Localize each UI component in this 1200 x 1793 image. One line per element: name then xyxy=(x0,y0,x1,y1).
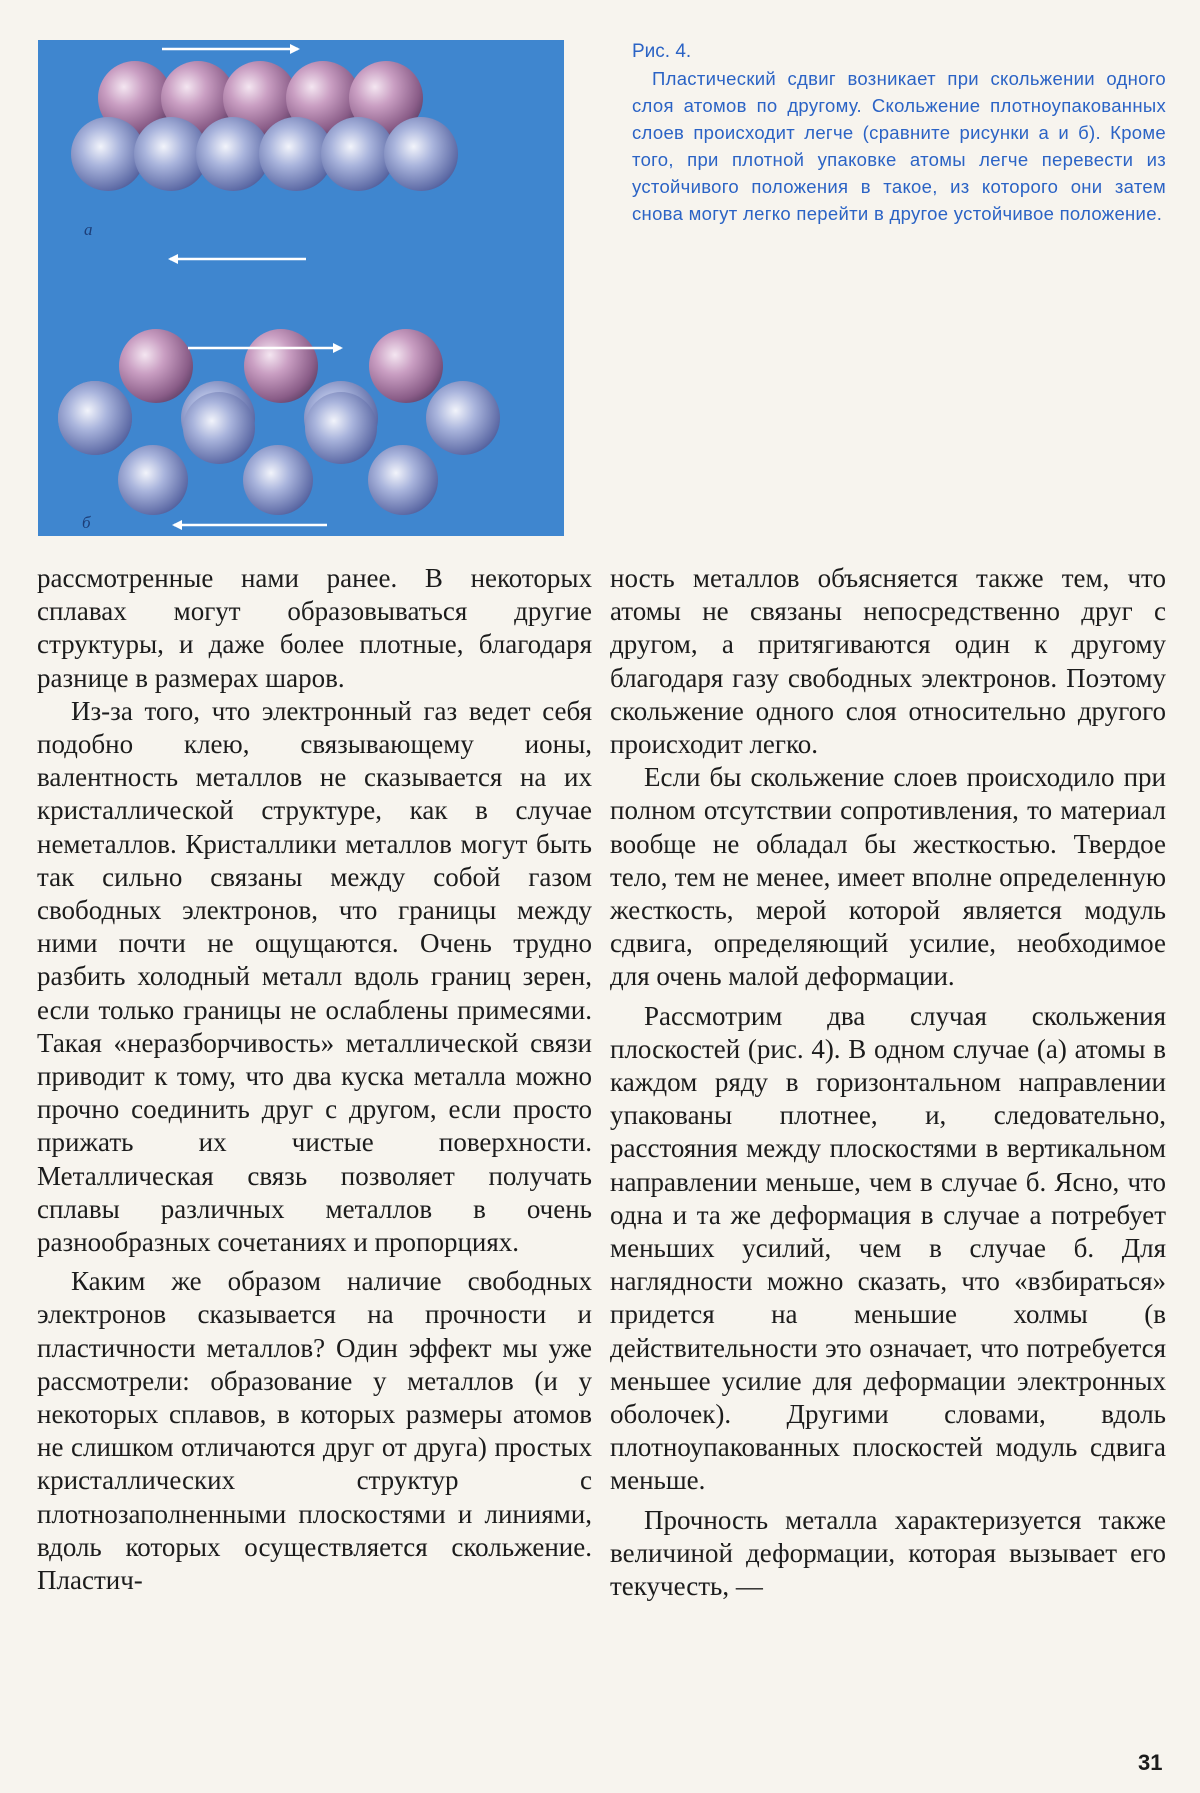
upper-row-atom xyxy=(369,329,443,403)
lower-row-atom xyxy=(426,381,500,455)
upper-row-atom xyxy=(244,329,318,403)
left-column xyxy=(37,562,592,1597)
arrowhead-left-icon xyxy=(172,520,182,530)
paragraph: Если бы скольжение слоев происходило при полном отсутствии сопротивления, то материал вообще не обладал бы жесткостью. Твердое тело, тем не менее, имеет вполне определенную жесткость, мерой которой является модуль сдвига, определяющий усилие, необходимое для очень малой деформации. xyxy=(610,762,1166,992)
lower-row-atom xyxy=(71,117,145,191)
lower-row-atom xyxy=(368,445,438,515)
paragraph: Рассмотрим два случая скольжения плоскостей (рис. 4). В одном случае (а) атомы в каждом ряду в горизонтальном направлении упакованы плотнее, и, следовательно, расстояния между плоскостями в вертикальном направлении меньше, чем в случае б. Ясно, что одна и та же деформация в случае а потребует меньших усилий, чем в случае б. Для наглядности можно сказать, что «взбираться» придется на меньшие холмы (в действительности это означает, что потребуется меньшее усилие для деформации электронных оболочек). Другими словами, вдоль плотноупакованных плоскостей модуль сдвига меньше. xyxy=(610,1000,1166,1496)
page-number: 31 xyxy=(1138,1750,1163,1775)
panel-b-atoms xyxy=(58,329,500,515)
lower-row-atom xyxy=(196,117,270,191)
lower-row-atom xyxy=(183,392,255,464)
arrowhead-right-icon xyxy=(333,343,343,353)
paragraph: рассмотренные нами ранее. В некоторых сплавах могут образовываться другие структуры, и даже более плотные, благодаря разнице в размерах шаров. xyxy=(37,563,592,693)
figure-caption-text: Пластический сдвиг возникает при скольжении одного слоя атомов по другому. Скольжение плотноупакованных слоев происходит легче (сравните рисунки а и б). Кроме того, при плотной упаковке атомы легче перевести из устойчивого положения в такое, из которого они затем снова могут легко перейти в другое устойчивое положение. xyxy=(632,68,1166,224)
upper-row-atom xyxy=(119,329,193,403)
figure-number: Рис. 4. xyxy=(632,41,692,62)
lower-row-atom xyxy=(384,117,458,191)
arrowhead-right-icon xyxy=(290,44,300,54)
paragraph: Из-за того, что электронный газ ведет себя подобно клею, связывающему ионы, валентность металлов не сказывается на их кристаллической структуре, как в случае неметаллов. Кристаллики металлов могут быть так сильно связаны между собой газом свободных электронов, что границы между ними почти не ощущаются. Очень трудно разбить холодный металл вдоль границ зерен, если только границы не ослаблены примесями. Такая «неразборчивость» металлической связи приводит к тому, что два куска металла можно прочно соединить друг с другом, если просто прижать их чистые поверхности. Металлическая связь позволяет получать сплавы различных металлов в очень разнообразных сочетаниях и пропорциях. xyxy=(37,695,592,1258)
right-column xyxy=(610,562,1166,1603)
atom-layers-illustration xyxy=(38,40,564,536)
paragraph: ность металлов объясняется также тем, что атомы не связаны непосредственно друг с другом, а притягиваются один к другому благодаря газу свободных электронов. Поэтому скольжение одного слоя относительно другого происходит легко. xyxy=(610,563,1166,760)
arrowhead-left-icon xyxy=(168,254,178,264)
lower-row-atom xyxy=(305,392,377,464)
panel-a-atoms xyxy=(71,61,458,191)
panel-label-a: а xyxy=(84,220,93,239)
lower-row-atom xyxy=(118,445,188,515)
lower-row-atom xyxy=(243,445,313,515)
paragraph: Каким же образом наличие свободных электронов сказывается на прочности и пластичности металлов? Один эффект мы уже рассмотрели: образование у металлов (и у некоторых сплавов, в которых размеры атомов не слишком отличаются друг от друга) простых кристаллических структур с плотнозаполненными плоскостями и линиями, вдоль которых осуществляется скольжение. Пластич- xyxy=(37,1266,592,1596)
atom-slip-figure xyxy=(38,40,564,536)
figure-caption xyxy=(632,38,1166,227)
lower-row-atom xyxy=(321,117,395,191)
panel-label-b: б xyxy=(82,513,91,532)
paragraph: Прочность металла характеризуется также величиной деформации, которая вызывает его текучесть, — xyxy=(610,1504,1166,1602)
lower-row-atom xyxy=(58,381,132,455)
